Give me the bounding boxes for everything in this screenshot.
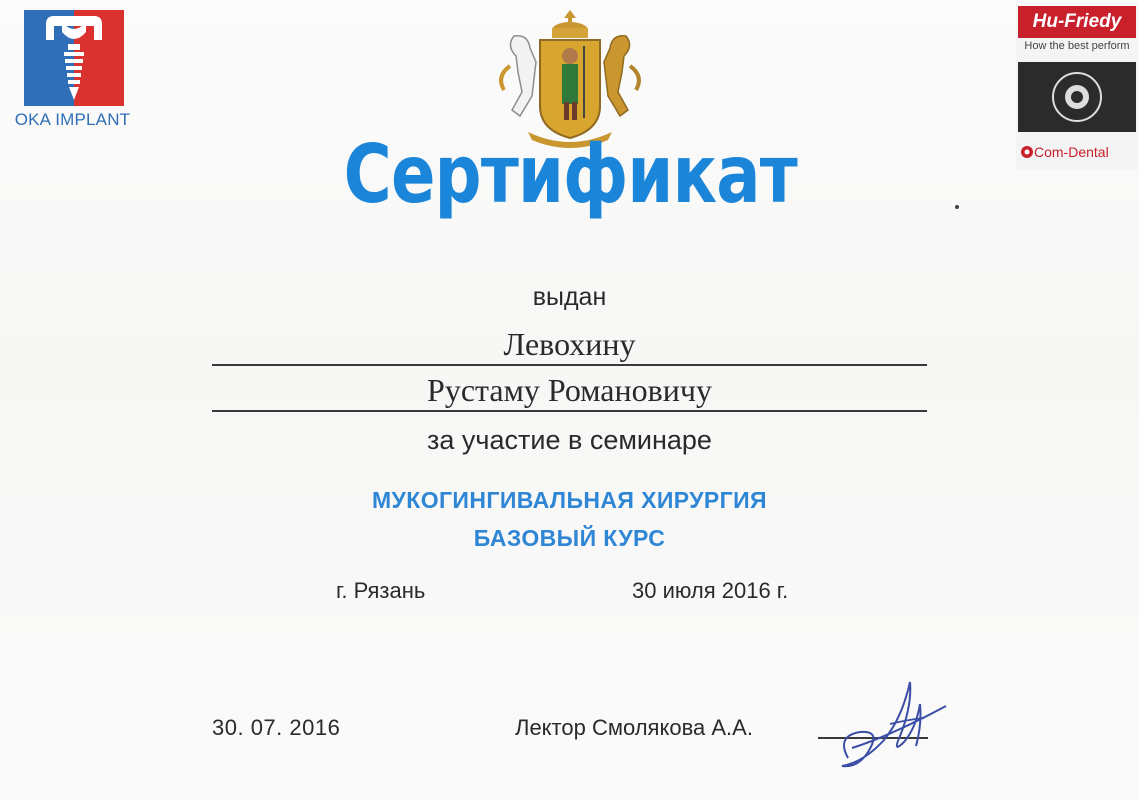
issue-date: 30. 07. 2016 [212, 715, 341, 740]
issued-label: выдан [532, 283, 607, 311]
seminar-title-line1: МУКОГИНГИВАЛЬНАЯ ХИРУРГИЯ [372, 487, 767, 513]
seminar-title-line2: БАЗОВЫЙ КУРС [473, 525, 666, 551]
recipient-name: Рустаму Романовичу [212, 368, 927, 412]
certificate-title: Сертификат [343, 128, 797, 221]
signature-icon [820, 666, 950, 790]
participation-label: за участие в семинаре [427, 425, 712, 455]
oka-implant-logo-text: OKA IMPLANT [14, 110, 131, 129]
event-date: 30 июля 2016 г. [632, 578, 789, 603]
com-dental-brand: Com-Dental [1034, 144, 1109, 160]
lecturer-label: Лектор Смолякова А.А. [515, 715, 753, 740]
recipient-surname: Левохину [212, 322, 927, 366]
oka-implant-logo-icon [24, 10, 124, 106]
hu-friedy-brand: Hu-Friedy [1032, 11, 1122, 32]
paper-speck [955, 205, 959, 209]
city: г. Рязань [336, 578, 426, 603]
hu-friedy-slogan: How the best perform [1024, 40, 1130, 52]
